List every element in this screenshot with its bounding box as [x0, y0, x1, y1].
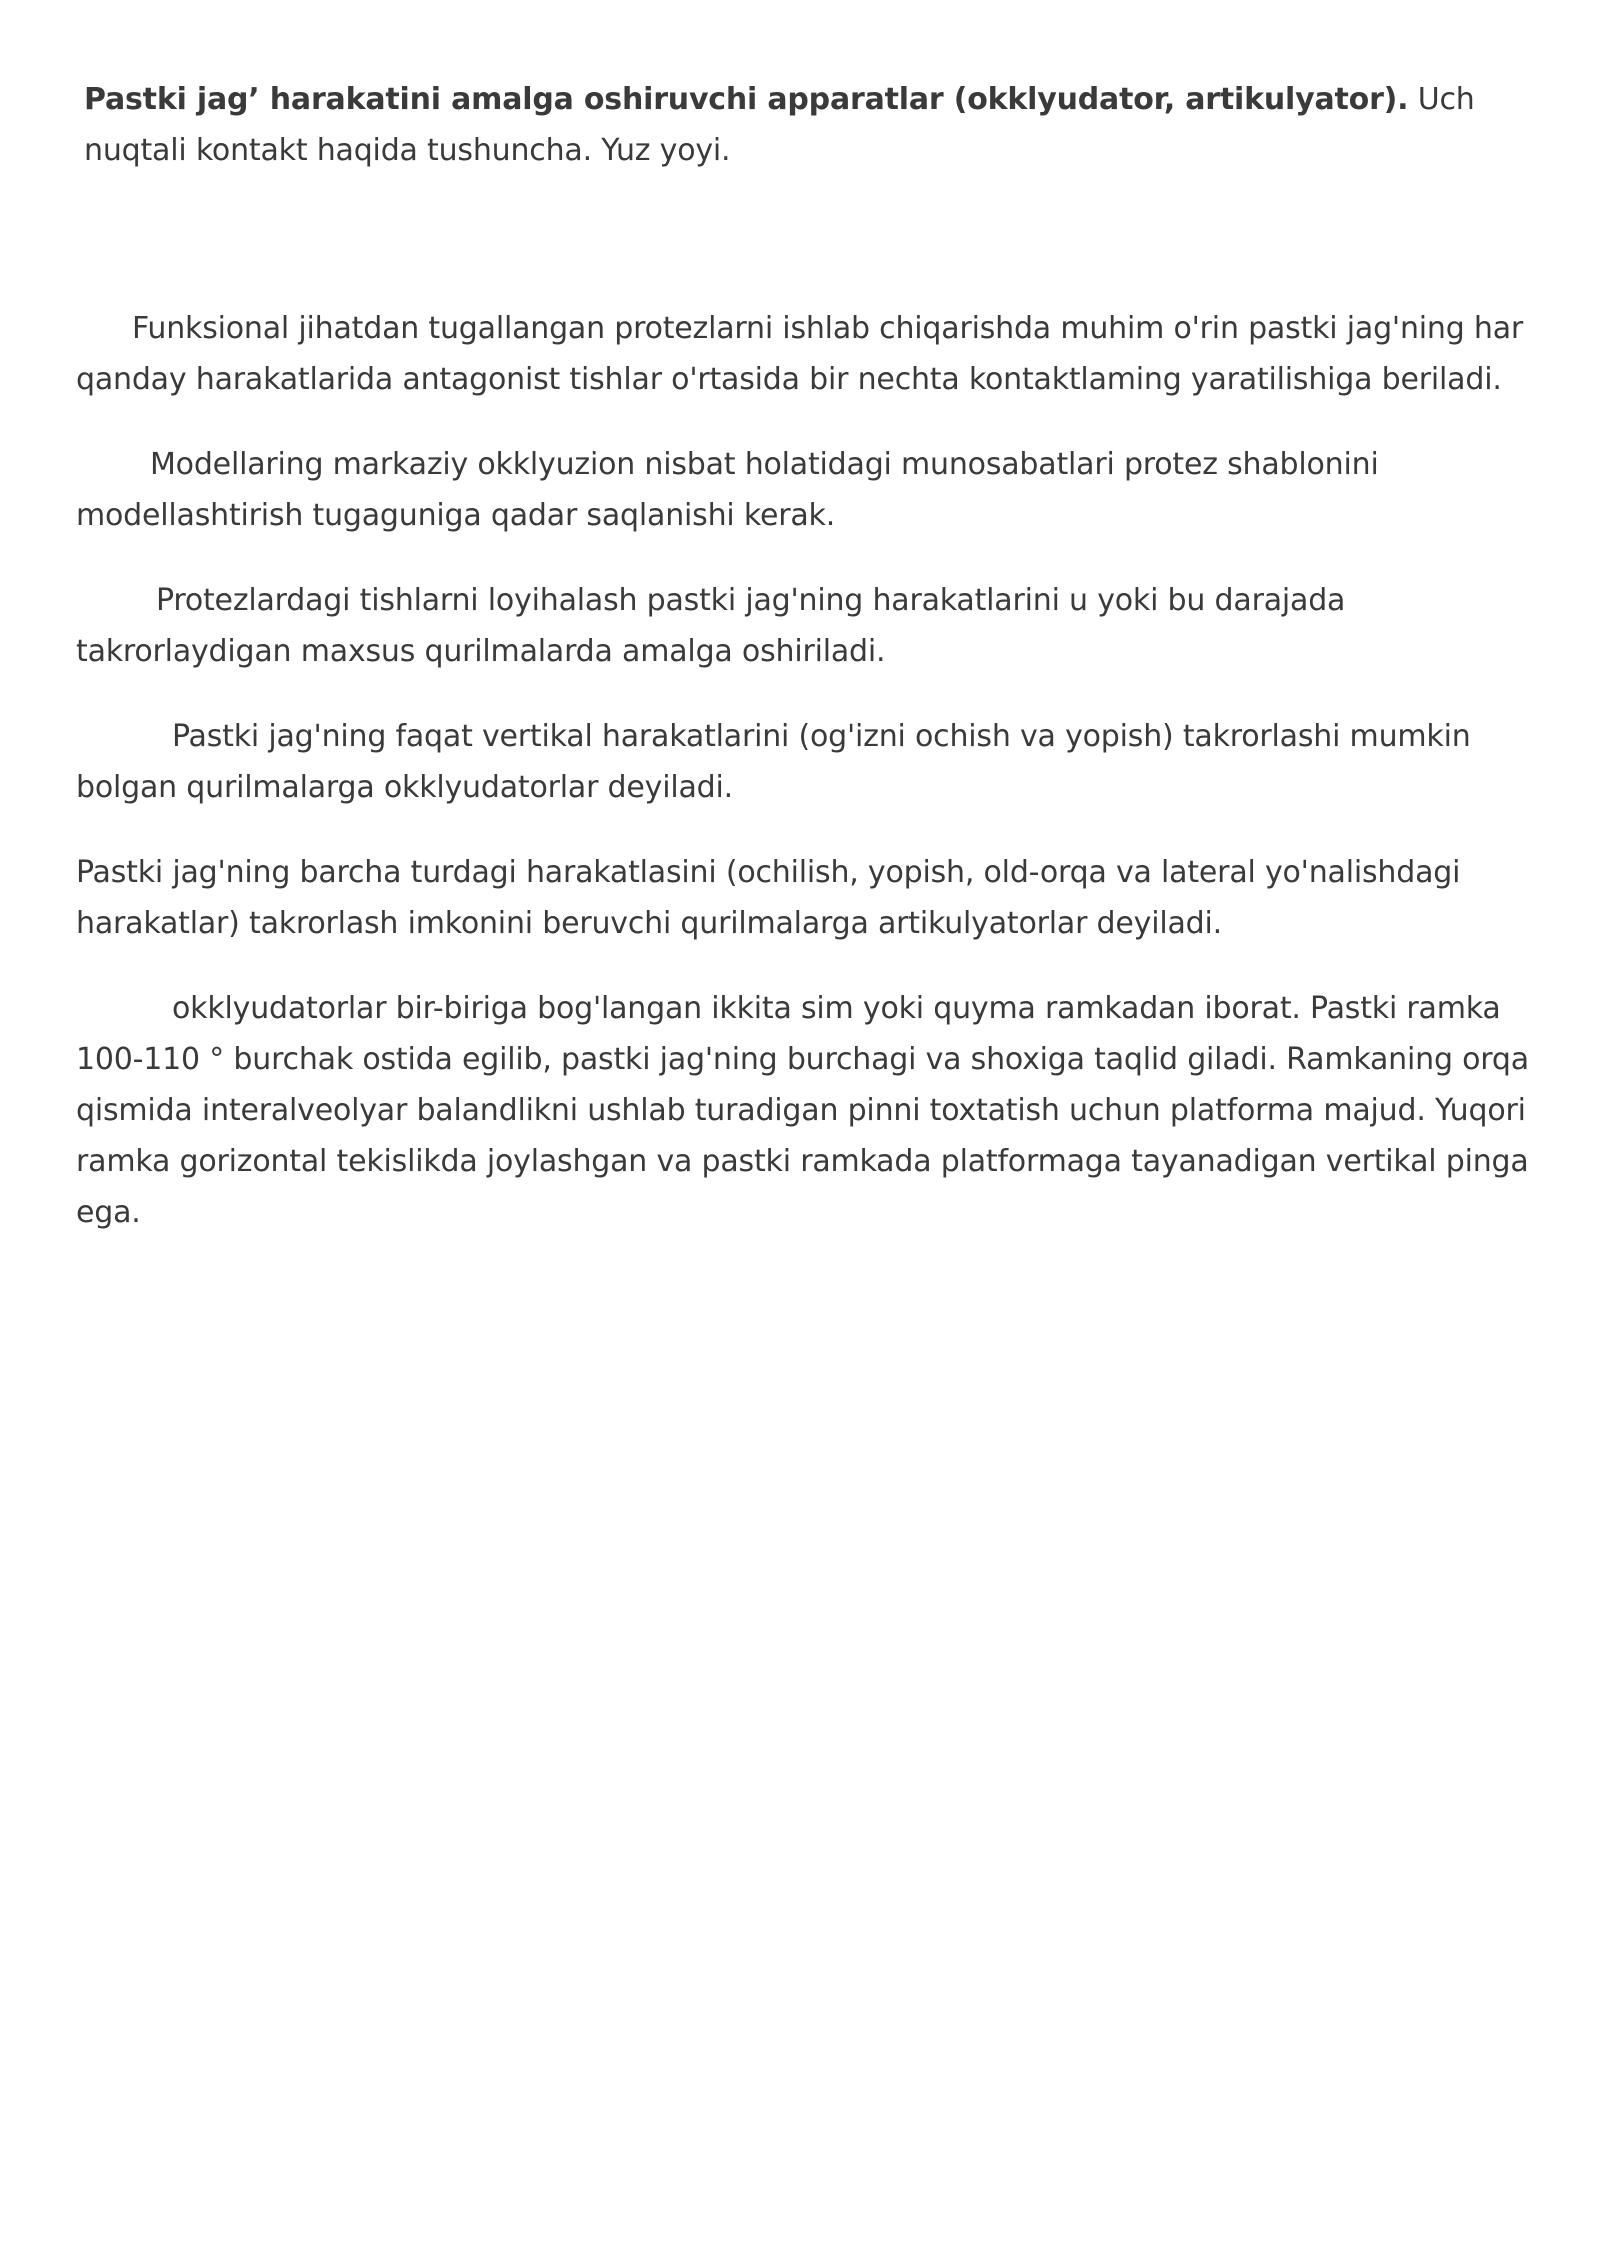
paragraph-4: Pastki jag'ning faqat vertikal harakatlarini (og'izni ochish va yopish) takrorlashi mumkin bolgan qurilmalarga okklyudatorlar deyiladi. [76, 719, 1471, 805]
paragraph-1: Funksional jihatdan tugallangan protezlarni ishlab chiqarishda muhim o'rin pastki jag'ning har qanday harakatlarida antagonist tishlar o'rtasida bir nechta kontaktlaming yaratilishiga beriladi. [76, 311, 1524, 397]
document-heading [76, 74, 1536, 176]
heading-bold-text: Pastki jag’ harakatini amalga oshiruvchi apparatlar (okklyudator, artikulyator). [84, 82, 1409, 117]
heading-regular-text: Uch nuqtali kontakt haqida tushuncha. Yuz yoyi. [84, 82, 1475, 168]
paragraph-3: Protezlardagi tishlarni loyihalash pastki jag'ning harakatlarini u yoki bu darajada takrorlaydigan maxsus qurilmalarda amalga oshiriladi. [76, 583, 1346, 669]
paragraph-5: Pastki jag'ning barcha turdagi harakatlasini (ochilish, yopish, old-orqa va lateral yo'nalishdagi harakatlar) takrorlash imkonini beruvchi qurilmalarga artikulyatorlar deyiladi. [76, 855, 1461, 941]
document-body [76, 74, 1536, 1272]
paragraph-6: okklyudatorlar bir-biriga bog'langan ikkita sim yoki quyma ramkadan iborat. Pastki ramka 100-110 ° burchak ostida egilib, pastki jag'ning burchagi va shoxiga taqlid giladi. Ramkaning orqa qismida interalveolyar balandlikni ushlab turadigan pinni toxtatish uchun platforma majud. Yuqori ramka gorizontal tekislikda joylashgan va pastki ramkada platformaga tayanadigan vertikal pinga ega. [76, 991, 1529, 1230]
paragraph-2: Modellaring markaziy okklyuzion nisbat holatidagi munosabatlari protez shablonini modellashtirish tugaguniga qadar saqlanishi kerak. [76, 447, 1379, 533]
